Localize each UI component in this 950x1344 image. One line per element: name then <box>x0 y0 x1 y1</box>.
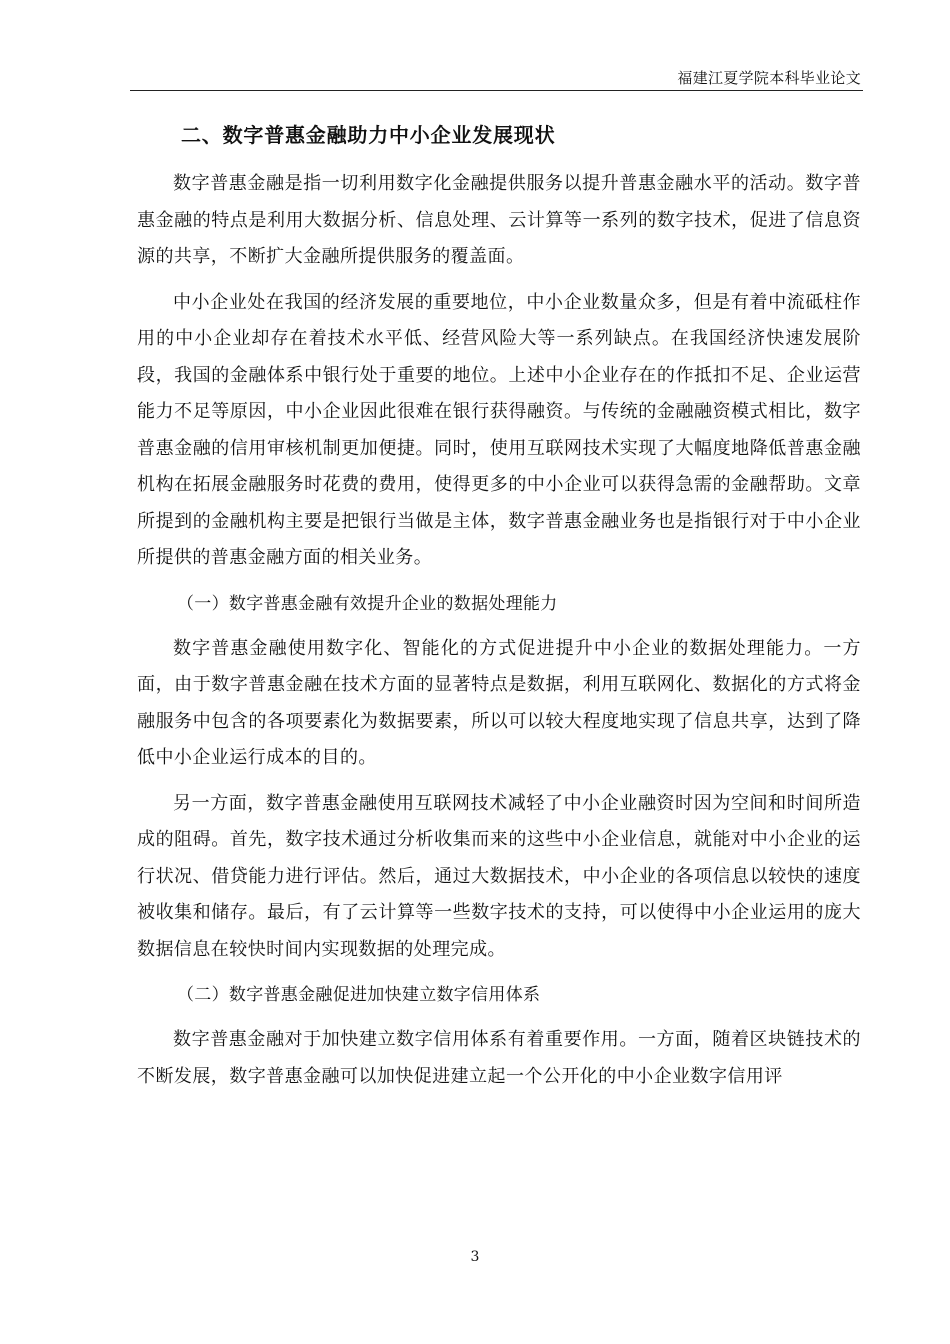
page-header <box>130 68 863 91</box>
header-title: 福建江夏学院本科毕业论文 <box>677 69 861 87</box>
page-number: 3 <box>470 1249 480 1265</box>
paragraph: 数字普惠金融对于加快建立数字信用体系有着重要作用。一方面，随着区块链技术的不断发展，数字普惠金融可以加快促进建立起一个公开化的中小企业数字信用评 <box>137 1029 861 1087</box>
document-body <box>137 118 861 1104</box>
paragraph: 另一方面，数字普惠金融使用互联网技术减轻了中小企业融资时因为空间和时间所造成的阻碍。首先，数字技术通过分析收集而来的这些中小企业信息，就能对中小企业的运行状况、借贷能力进行评估。然后，通过大数据技术，中小企业的各项信息以较快的速度被收集和储存。最后，有了云计算等一些数字技术的支持，可以使得中小企业运用的庞大数据信息在较快时间内实现数据的处理完成。 <box>137 792 861 960</box>
paragraph: 数字普惠金融是指一切利用数字化金融提供服务以提升普惠金融水平的活动。数字普惠金融的特点是利用大数据分析、信息处理、云计算等一系列的数字技术，促进了信息资源的共享，不断扩大金融所提供服务的覆盖面。 <box>137 173 861 267</box>
paragraph: 中小企业处在我国的经济发展的重要地位，中小企业数量众多，但是有着中流砥柱作用的中小企业却存在着技术水平低、经营风险大等一系列缺点。在我国经济快速发展阶段，我国的金融体系中银行处于重要的地位。上述中小企业存在的作抵扣不足、企业运营能力不足等原因，中小企业因此很难在银行获得融资。与传统的金融融资模式相比，数字普惠金融的信用审核机制更加便捷。同时，使用互联网技术实现了大幅度地降低普惠金融机构在拓展金融服务时花费的费用，使得更多的中小企业可以获得急需的金融帮助。文章所提到的金融机构主要是把银行当做是主体，数字普惠金融业务也是指银行对于中小企业所提供的普惠金融方面的相关业务。 <box>137 291 861 568</box>
subsection-heading: （一）数字普惠金融有效提升企业的数据处理能力 <box>177 593 558 614</box>
paragraph: 数字普惠金融使用数字化、智能化的方式促进提升中小企业的数据处理能力。一方面，由于数字普惠金融在技术方面的显著特点是数据，利用互联网化、数据化的方式将金融服务中包含的各项要素化为数据要素，所以可以较大程度地实现了信息共享，达到了降低中小企业运行成本的目的。 <box>137 637 861 768</box>
section-heading: 二、数字普惠金融助力中小企业发展现状 <box>181 123 556 147</box>
subsection-heading: （二）数字普惠金融促进加快建立数字信用体系 <box>177 985 541 1005</box>
